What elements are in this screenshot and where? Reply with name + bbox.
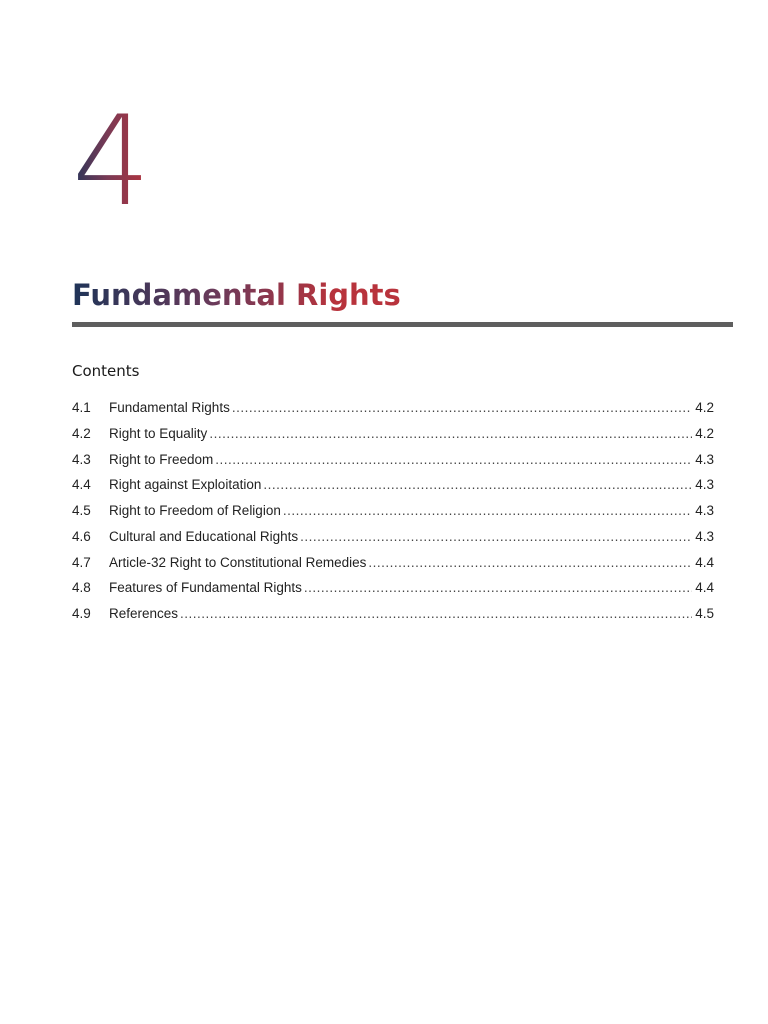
toc-dot-leader	[209, 421, 692, 447]
toc-entry-number: 4.7	[72, 554, 91, 570]
toc-entry-page: 4.5	[695, 606, 714, 621]
toc-entry-title: Right to Freedom of Religion	[109, 503, 281, 518]
toc-entry[interactable]	[72, 498, 714, 524]
toc-entry-title: Cultural and Educational Rights	[109, 528, 299, 544]
toc-entry-page: 4.4	[695, 554, 714, 570]
toc-entry-page: 4.2	[695, 425, 714, 441]
toc-entry-number: 4.2	[72, 425, 91, 441]
toc-entry-page: 4.3	[695, 528, 714, 544]
toc-entry-number: 4.9	[72, 606, 91, 621]
toc-entry-page: 4.3	[695, 477, 714, 493]
toc-dot-leader	[300, 524, 692, 550]
toc-entry[interactable]	[72, 550, 714, 576]
toc-dot-leader	[304, 575, 692, 601]
toc-entry-number: 4.8	[72, 580, 91, 596]
toc-dot-leader	[180, 601, 692, 627]
toc-entry-title: Right to Freedom	[109, 451, 214, 467]
toc-entry-title: Right against Exploitation	[109, 477, 262, 493]
toc-entry-number: 4.3	[72, 451, 91, 467]
toc-entry-page: 4.2	[695, 400, 714, 415]
title-divider	[72, 322, 733, 327]
contents-heading: Contents	[72, 362, 140, 380]
toc-entry[interactable]	[72, 472, 714, 498]
toc-entry[interactable]	[72, 601, 714, 627]
toc-dot-leader	[232, 395, 692, 421]
toc-entry-title: Right to Equality	[109, 425, 208, 441]
toc-entry-number: 4.6	[72, 528, 91, 544]
toc-entry-number: 4.1	[72, 400, 91, 415]
toc-dot-leader	[215, 447, 692, 473]
toc-entry[interactable]	[72, 421, 714, 447]
toc-entry[interactable]	[72, 575, 714, 601]
toc-dot-leader	[283, 498, 692, 524]
chapter-title: Fundamental Rights	[72, 275, 401, 315]
toc-dot-leader	[263, 472, 692, 498]
toc-dot-leader	[368, 550, 692, 576]
chapter-number: 4	[72, 90, 151, 234]
toc-entry-page: 4.3	[695, 503, 714, 518]
toc-entry-number: 4.4	[72, 477, 91, 493]
toc-entry[interactable]	[72, 447, 714, 473]
toc-entry-number: 4.5	[72, 503, 91, 518]
toc-entry-title: Article-32 Right to Constitutional Remedies	[109, 554, 367, 570]
toc-entry-title: Fundamental Rights	[109, 400, 230, 415]
table-of-contents	[72, 395, 714, 627]
toc-entry-title: References	[109, 606, 179, 621]
toc-entry-page: 4.3	[695, 451, 714, 467]
toc-entry[interactable]	[72, 524, 714, 550]
toc-entry[interactable]	[72, 395, 714, 421]
toc-entry-page: 4.4	[695, 580, 714, 596]
toc-entry-title: Features of Fundamental Rights	[109, 580, 302, 596]
